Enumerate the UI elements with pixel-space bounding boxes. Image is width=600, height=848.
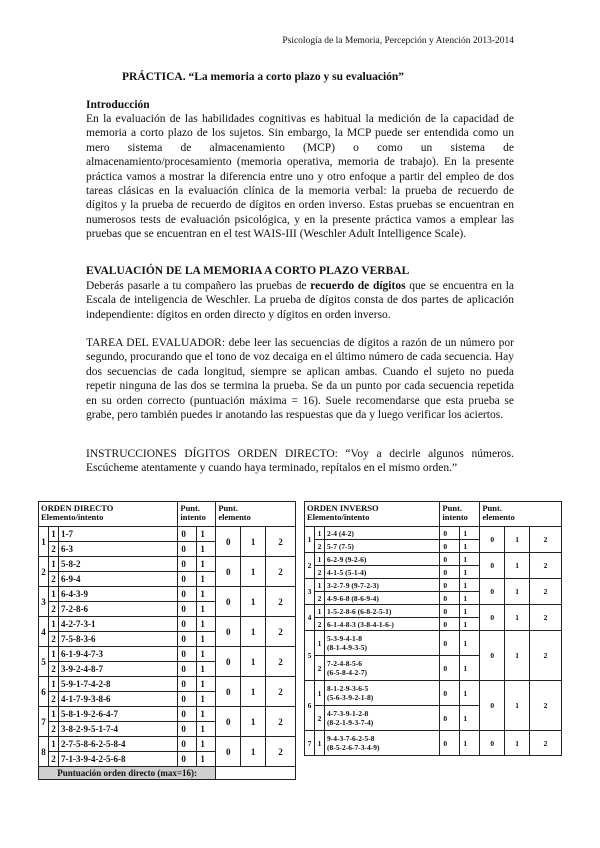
direct-attempt-number: 1 [48,617,58,632]
inverse-element-score-2[interactable]: 2 [530,681,562,731]
inverse-element-number: 4 [305,605,315,631]
direct-element-score-0[interactable]: 0 [216,647,241,677]
direct-sequence: 5-9-1-7-4-2-8 [58,677,177,692]
direct-attempt-number: 1 [48,527,58,542]
direct-attempt-score-1[interactable]: 1 [197,737,216,752]
inverse-attempt-score-0[interactable]: 0 [440,553,460,566]
inverse-attempt-number: 1 [314,579,324,592]
direct-attempt-number: 1 [48,647,58,662]
direct-attempt-number: 1 [48,737,58,752]
direct-element-score-0[interactable]: 0 [216,707,241,737]
direct-element-score-0[interactable]: 0 [216,737,241,767]
direct-header-element-score: Punt. elemento [216,502,296,527]
direct-total-value[interactable] [216,767,296,780]
inverse-attempt-score-0[interactable]: 0 [440,631,460,656]
inverse-attempt-score-1[interactable]: 1 [460,592,480,605]
direct-sequence: 5-8-2 [58,557,177,572]
inverse-element-number: 6 [305,681,315,731]
direct-attempt-score-1[interactable]: 1 [197,647,216,662]
instructions-paragraph: INSTRUCCIONES DÍGITOS ORDEN DIRECTO: “Voy a decirle algunos números. Escúcheme atentamente y cuando haya terminado, repítalos en el mismo orden.” [86,448,514,475]
inverse-attempt-number: 2 [314,656,324,681]
inverse-attempt-score-1[interactable]: 1 [460,706,480,731]
direct-element-score-2[interactable]: 2 [266,557,296,587]
inverse-sequence: 4-1-5 (5-1-4) [324,566,439,579]
inverse-sequence: 5-3-9-4-1-8 (8-1-4-9-3-5) [324,631,439,656]
inverse-sequence: 8-1-2-9-3-6-5 (5-6-3-9-2-1-8) [324,681,439,706]
direct-attempt-score-1[interactable]: 1 [197,617,216,632]
direct-element-score-1[interactable]: 1 [241,677,266,707]
direct-element-score-0[interactable]: 0 [216,617,241,647]
direct-attempt-number: 2 [48,662,58,677]
inverse-sequence: 4-9-6-8 (8-6-9-4) [324,592,439,605]
inverse-sequence: 2-4 (4-2) [324,527,439,540]
direct-attempt-number: 2 [48,722,58,737]
inverse-row [305,631,562,656]
direct-attempt-score-1[interactable]: 1 [197,722,216,737]
direct-element-score-1[interactable]: 1 [241,647,266,677]
inverse-attempt-score-1[interactable]: 1 [460,540,480,553]
direct-total-label: Puntuación orden directo (max=16): [39,767,216,780]
inverse-element-score-1[interactable]: 1 [505,631,530,681]
inverse-element-score-1[interactable]: 1 [505,731,530,756]
inverse-attempt-score-0[interactable]: 0 [440,731,460,756]
direct-row [39,617,296,632]
direct-element-score-1[interactable]: 1 [241,587,266,617]
direct-attempt-score-1[interactable]: 1 [197,572,216,587]
inverse-attempt-score-0[interactable]: 0 [440,656,460,681]
direct-element-score-0[interactable]: 0 [216,587,241,617]
direct-attempt-number: 2 [48,752,58,767]
inverse-attempt-score-1[interactable]: 1 [460,605,480,618]
direct-attempt-number: 2 [48,632,58,647]
direct-element-number: 4 [39,617,49,647]
inverse-header-element: ORDEN INVERSO Elemento/intento [305,502,440,527]
inverse-row [305,553,562,566]
inverse-attempt-number: 2 [314,566,324,579]
page-title: PRÁCTICA. “La memoria a corto plazo y su evaluación” [122,71,405,83]
direct-sequence: 7-5-8-3-6 [58,632,177,647]
direct-attempt-score-0[interactable]: 0 [178,662,197,677]
direct-attempt-score-1[interactable]: 1 [197,602,216,617]
direct-row [39,647,296,662]
inverse-attempt-number: 1 [314,681,324,706]
inverse-element-number: 7 [305,731,315,756]
inverse-attempt-score-0[interactable]: 0 [440,706,460,731]
direct-element-number: 2 [39,557,49,587]
inverse-element-number: 2 [305,553,315,579]
inverse-attempt-score-1[interactable]: 1 [460,527,480,540]
inverse-attempt-number: 1 [314,553,324,566]
inverse-element-score-2[interactable]: 2 [530,631,562,681]
inverse-attempt-number: 2 [314,540,324,553]
direct-attempt-score-1[interactable]: 1 [197,707,216,722]
inverse-row [305,527,562,540]
inverse-row [305,681,562,706]
inverse-order-table [304,501,562,756]
direct-element-number: 8 [39,737,49,767]
direct-order-table [38,501,296,780]
inverse-attempt-number: 2 [314,592,324,605]
inverse-attempt-number: 1 [314,527,324,540]
inverse-attempt-score-0[interactable]: 0 [440,566,460,579]
inverse-attempt-score-0[interactable]: 0 [440,579,460,592]
direct-element-number: 3 [39,587,49,617]
inverse-attempt-score-0[interactable]: 0 [440,540,460,553]
inverse-element-score-0[interactable]: 0 [480,527,505,553]
inverse-row [305,731,562,756]
direct-element-score-2[interactable]: 2 [266,527,296,557]
direct-row [39,527,296,542]
inverse-element-score-1[interactable]: 1 [505,527,530,553]
inverse-attempt-score-1[interactable]: 1 [460,731,480,756]
inverse-header-element-score: Punt. elemento [480,502,562,527]
direct-sequence: 6-1-9-4-7-3 [58,647,177,662]
intro-heading: Introducción [86,99,150,111]
inverse-attempt-score-0[interactable]: 0 [440,681,460,706]
direct-element-score-2[interactable]: 2 [266,707,296,737]
direct-element-score-0[interactable]: 0 [216,677,241,707]
direct-attempt-number: 1 [48,587,58,602]
direct-attempt-number: 2 [48,542,58,557]
inverse-element-score-0[interactable]: 0 [480,605,505,631]
direct-sequence: 1-7 [58,527,177,542]
direct-sequence: 3-9-2-4-8-7 [58,662,177,677]
inverse-element-number: 5 [305,631,315,681]
direct-row [39,587,296,602]
direct-sequence: 4-1-7-9-3-8-6 [58,692,177,707]
direct-element-number: 1 [39,527,49,557]
direct-element-score-2[interactable]: 2 [266,677,296,707]
inverse-sequence: 1-5-2-8-6 (6-8-2-5-1) [324,605,439,618]
direct-attempt-score-1[interactable]: 1 [197,587,216,602]
inverse-element-score-2[interactable]: 2 [530,731,562,756]
inverse-attempt-number: 1 [314,731,324,756]
inverse-element-score-0[interactable]: 0 [480,681,505,731]
direct-header-element: ORDEN DIRECTO Elemento/intento [39,502,178,527]
inverse-element-score-1[interactable]: 1 [505,579,530,605]
direct-attempt-number: 2 [48,572,58,587]
inverse-attempt-score-1[interactable]: 1 [460,579,480,592]
direct-attempt-score-0[interactable]: 0 [178,587,197,602]
direct-element-score-1[interactable]: 1 [241,527,266,557]
direct-sequence: 3-8-2-9-5-1-7-4 [58,722,177,737]
inverse-row [305,579,562,592]
direct-element-score-2[interactable]: 2 [266,647,296,677]
direct-attempt-number: 2 [48,602,58,617]
direct-attempt-score-0[interactable]: 0 [178,692,197,707]
inverse-element-score-2[interactable]: 2 [530,579,562,605]
direct-row [39,677,296,692]
direct-row [39,557,296,572]
direct-attempt-score-0[interactable]: 0 [178,617,197,632]
inverse-attempt-number: 2 [314,706,324,731]
inverse-attempt-number: 2 [314,618,324,631]
direct-attempt-score-0[interactable]: 0 [178,527,197,542]
inverse-element-score-1[interactable]: 1 [505,605,530,631]
inverse-attempt-score-1[interactable]: 1 [460,618,480,631]
direct-attempt-score-0[interactable]: 0 [178,542,197,557]
inverse-element-score-1[interactable]: 1 [505,553,530,579]
direct-element-score-1[interactable]: 1 [241,737,266,767]
direct-attempt-score-1[interactable]: 1 [197,557,216,572]
inverse-sequence: 6-2-9 (9-2-6) [324,553,439,566]
direct-row [39,707,296,722]
inverse-sequence: 7-2-4-8-5-6 (6-5-8-4-2-7) [324,656,439,681]
direct-sequence: 4-2-7-3-1 [58,617,177,632]
direct-attempt-score-1[interactable]: 1 [197,752,216,767]
direct-attempt-number: 1 [48,557,58,572]
inverse-element-score-0[interactable]: 0 [480,731,505,756]
direct-element-number: 6 [39,677,49,707]
direct-sequence: 6-9-4 [58,572,177,587]
direct-element-score-2[interactable]: 2 [266,587,296,617]
section-paragraph-1: Deberás pasarle a tu compañero las pruebas de recuerdo de dígitos que se encuentra en la Escala de inteligencia de Weschler. La prueba de dígitos consta de dos partes de aplicación independiente: dígitos en orden directo y dígitos en orden inverso. [86,280,514,321]
direct-element-score-0[interactable]: 0 [216,557,241,587]
direct-attempt-score-0[interactable]: 0 [178,722,197,737]
direct-attempt-score-1[interactable]: 1 [197,692,216,707]
direct-attempt-score-1[interactable]: 1 [197,527,216,542]
inverse-element-score-2[interactable]: 2 [530,553,562,579]
section-heading: EVALUACIÓN DE LA MEMORIA A CORTO PLAZO VERBAL [86,265,410,277]
inverse-element-score-2[interactable]: 2 [530,605,562,631]
inverse-element-number: 3 [305,579,315,605]
inverse-attempt-score-1[interactable]: 1 [460,681,480,706]
inverse-attempt-score-0[interactable]: 0 [440,527,460,540]
inverse-element-score-0[interactable]: 0 [480,631,505,681]
inverse-sequence: 6-1-4-8-3 (3-8-4-1-6-) [324,618,439,631]
direct-element-score-2[interactable]: 2 [266,737,296,767]
direct-element-score-0[interactable]: 0 [216,527,241,557]
direct-attempt-score-0[interactable]: 0 [178,707,197,722]
inverse-element-score-2[interactable]: 2 [530,527,562,553]
direct-row [39,737,296,752]
direct-attempt-score-0[interactable]: 0 [178,737,197,752]
direct-attempt-number: 2 [48,692,58,707]
direct-sequence: 5-8-1-9-2-6-4-7 [58,707,177,722]
direct-attempt-score-0[interactable]: 0 [178,632,197,647]
direct-attempt-number: 1 [48,677,58,692]
direct-attempt-score-0[interactable]: 0 [178,557,197,572]
page-header: Psicología de la Memoria, Percepción y Atención 2013-2014 [282,36,514,46]
inverse-sequence: 3-2-7-9 (9-7-2-3) [324,579,439,592]
direct-attempt-score-0[interactable]: 0 [178,752,197,767]
direct-element-score-2[interactable]: 2 [266,617,296,647]
intro-paragraph: En la evaluación de las habilidades cognitivas es habitual la medición de la capacidad de memoria a corto plazo de los sujetos. Sin embargo, la MCP puede ser entendida como un mero sistema de almacenamiento (MCP) o como un sistema de almacenamiento/procesamiento (memoria operativa, memoria de trabajo). En la presente práctica vamos a mostrar la diferencia entre uno y otro enfoque a partir del empleo de dos tareas clásicas en la evaluación clínica de la memoria verbal: la prueba de recuerdo de dígitos y la prueba de recuerdo de dígitos en orden inverso. Estas pruebas se encuentran en numerosos tests de evaluación psicológica, y en la presente práctica vamos a emplear las pruebas que se encuentran en el test WAIS-III (Weschler Adult Intelligence Scale). [86,113,514,241]
direct-element-score-1[interactable]: 1 [241,557,266,587]
inverse-element-score-0[interactable]: 0 [480,553,505,579]
direct-sequence: 7-1-3-9-4-2-5-6-8 [58,752,177,767]
inverse-sequence: 4-7-3-9-1-2-8 (8-2-1-9-3-7-4) [324,706,439,731]
inverse-attempt-score-1[interactable]: 1 [460,566,480,579]
direct-attempt-score-1[interactable]: 1 [197,542,216,557]
direct-attempt-score-0[interactable]: 0 [178,677,197,692]
inverse-attempt-score-0[interactable]: 0 [440,605,460,618]
inverse-attempt-number: 1 [314,631,324,656]
inverse-attempt-score-1[interactable]: 1 [460,553,480,566]
inverse-element-number: 1 [305,527,315,553]
direct-attempt-score-1[interactable]: 1 [197,632,216,647]
inverse-attempt-number: 1 [314,605,324,618]
inverse-row [305,605,562,618]
inverse-attempt-score-1[interactable]: 1 [460,656,480,681]
inverse-element-score-1[interactable]: 1 [505,681,530,731]
direct-attempt-score-0[interactable]: 0 [178,602,197,617]
direct-element-score-1[interactable]: 1 [241,617,266,647]
direct-sequence: 6-3 [58,542,177,557]
inverse-sequence: 5-7 (7-5) [324,540,439,553]
inverse-sequence: 9-4-3-7-6-2-5-8 (8-5-2-6-7-3-4-9) [324,731,439,756]
direct-element-number: 5 [39,647,49,677]
inverse-attempt-score-0[interactable]: 0 [440,592,460,605]
direct-header-attempt-score: Punt. intento [178,502,216,527]
inverse-attempt-score-1[interactable]: 1 [460,631,480,656]
direct-attempt-score-1[interactable]: 1 [197,677,216,692]
direct-sequence: 6-4-3-9 [58,587,177,602]
direct-attempt-score-0[interactable]: 0 [178,647,197,662]
inverse-element-score-0[interactable]: 0 [480,579,505,605]
inverse-header-attempt-score: Punt. intento [440,502,480,527]
direct-attempt-score-1[interactable]: 1 [197,662,216,677]
direct-element-score-1[interactable]: 1 [241,707,266,737]
evaluator-task-paragraph: TAREA DEL EVALUADOR: debe leer las secuencias de dígitos a razón de un número por segundo, procurando que el tono de voz decaiga en el último número de cada secuencia. Hay dos secuencias de cada longitud, siempre se aplican ambas. Cuando el sujeto no pueda repetir ninguna de las dos se termina la prueba. Se da un punto por cada secuencia repetida en su orden correcto (puntuación máxima = 16). Suele recomendarse que esta prueba se grabe, pero también puedes ir anotando las respuestas que da y luego verificar los aciertos. [86,337,514,422]
direct-attempt-number: 1 [48,707,58,722]
direct-sequence: 7-2-8-6 [58,602,177,617]
inverse-attempt-score-0[interactable]: 0 [440,618,460,631]
direct-element-number: 7 [39,707,49,737]
direct-attempt-score-0[interactable]: 0 [178,572,197,587]
direct-sequence: 2-7-5-8-6-2-5-8-4 [58,737,177,752]
